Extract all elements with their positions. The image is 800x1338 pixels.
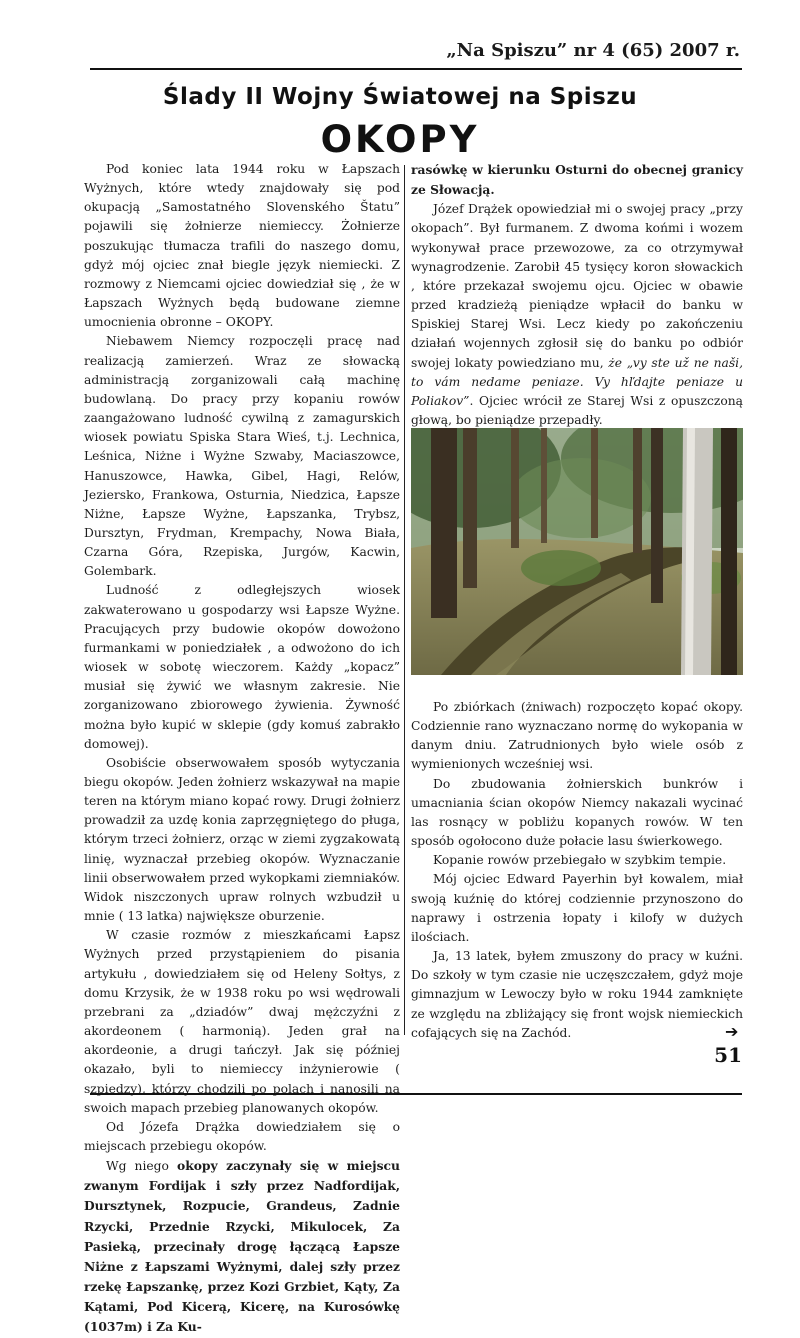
paragraph: Kopanie rowów przebiegało w szybkim tempie. <box>433 853 727 868</box>
continue-arrow-icon: ➔ <box>725 1022 739 1041</box>
paragraph: Do zbudowania żołnierskich bunkrów i umacniania ścian okopów Niemcy nakazali wycinać las rosnący w pobliżu kopanych rowów. W ten sposób ogołocono duże połacie lasu świerkowego. <box>411 776 743 849</box>
paragraph: Ja, 13 latek, byłem zmuszony do pracy w kuźni. Do szkoły w tym czasie nie uczęszczałem, gdyż moje gimnazjum w Lewoczy było w roku 1944 zamknięte ze względu na zbliżający się front wojsk niemieckich cofających się na Zachód. <box>411 949 743 1040</box>
paragraph: Od Józefa Drążka dowiedziałem się o miejscach przebiegu okopów. <box>84 1119 400 1153</box>
trench-route-bold: okopy zaczynały się w miejscu zwanym Fordijak i szły przez Nadfordijak, Dursztynek, Rozpucie, Grandeus, Zadnie Rzycki, Przednie Rzycki, Mikulocek, Za Pasieką, przecinały drogę łączącą Łapsze Niżne z Łapszami Wyżnymi, dalej szły przez rzekę Łapszankę, przez Kozi Grzbiet, Kąty, Za Kątami, Pod Kicerą, Kicerę, na Kurosówkę (1037m) i Za Ku- <box>84 1158 400 1335</box>
trench-route-bold-continued: rasówkę w kierunku Osturni do obecnej granicy ze Słowacją. <box>411 162 743 198</box>
paragraph <box>411 160 743 200</box>
right-column-top <box>411 160 743 430</box>
paragraph <box>84 1156 400 1337</box>
paragraph-tail: . Ojciec wrócił ze Starej Wsi z opuszczoną głową, bo pieniądze przepadły. <box>411 393 743 428</box>
slovak-quote: że „vy ste už ne naši, to vám nedame peniaze. Vy hľdajte peniaze u Poliakov” <box>411 355 743 408</box>
footer-rule <box>90 1093 742 1095</box>
page-number: 51 <box>714 1043 742 1067</box>
paragraph: Niebawem Niemcy rozpoczęli pracę nad realizacją zamierzeń. Wraz ze słowacką administracją zorganizowali całą machinę budowlaną. Do pracy przy kopaniu rowów zaangażowano ludność cywilną z zamagurskich wiosek powiatu Spiska Stara Wieś, t.j. Lechnica, Leśnica, Niżne i Wyżne Szwaby, Maciaszowce, Hanuszowce, Hawka, Gibel, Hagi, Relów, Jezierskо, Frankowa, Osturnia, Niedzica, Łapsze Niżne, Łapsze Wyżne, Łapszanka, Trybsz, Dursztyn, Frydman, Krempachy, Nowa Biała, Czarna Góra, Rzepiska, Jurgów, Kacwin, Golembark. <box>84 334 400 579</box>
paragraph <box>411 200 743 430</box>
left-column <box>84 160 400 1338</box>
paragraph: W czasie rozmów z mieszkańcami Łapsz Wyżnych przed przystąpieniem do pisania artykułu , dowiedziałem się od Heleny Sołtys, z domu Krzysik, że w 1938 roku po wsi wędrowali przebrani za „dziadów” dwaj mężczyźni z akordeonem ( harmonią). Jeden grał na akordeonie, a drugi tańczył. Jak się później okazało, byli to niemieccy inżynierowie ( szpiedzy), którzy chodzili po polach i nanosili na swoich mapach przebieg planowanych okopów. <box>84 928 400 1115</box>
column-divider <box>404 165 405 1035</box>
paragraph: Po zbiórkach (żniwach) rozpoczęto kopać okopy. Codziennie rano wyznaczano normę do wykopania w danym dniu. Zatrudnionych było wiele osób z wymienionych wcześniej wsi. <box>411 700 743 772</box>
paragraph: Ludność z odległejszych wiosek zakwaterowano u gospodarzy wsi Łapsze Wyżne. Pracujących przy budowie okopów dowożono furmankami w poniedziałek , a odwożono do ich wiosek w sobotę wieczorem. Każdy „kopacz” musiał się żywić we własnym zakresie. Nie zorganizowano zbiorowego żywienia. Żywność można było kupić w sklepie (gdy komuś zabrakło domowej). <box>84 583 400 751</box>
right-column-bottom <box>411 698 743 1043</box>
paragraph: Pod koniec lata 1944 roku w Łapszach Wyżnych, które wtedy znajdowały się pod okupacją „Samostatného Slovenského Štatu” pojawili się żołnierze niemieccy. Żołnierze poszukując tłumacza trafili do naszego domu, gdyż mój ojciec znał biegle język niemiecki. Z rozmowy z Niemcami ojciec dowiedział się , że w Łapszach Wyżnych będą budowane ziemne umocnienia obronne – OKOPY. <box>84 162 400 330</box>
paragraph: Osobiście obserwowałem sposób wytyczania biegu okopów. Jeden żołnierz wskazywał na mapie teren na którym miano kopać rowy. Drugi żołnierz prowadził za uzdę konia zaprzęgniętego do pługa, którym trzeci żołnierz, orząc w ziemi zygzakowatą linię, wyznaczał przebieg okopów. Wyznaczanie linii obserwowałem przed wykopkami ziemniaków. Widok niszczonych upraw rolnych wzbudził u mnie ( 13 latka) największe oburzenie. <box>84 755 400 924</box>
article-title: OKOPY <box>320 118 480 161</box>
paragraph-lead: Wg niego <box>106 1159 177 1174</box>
article-subtitle: Ślady II Wojny Światowej na Spiszu <box>162 84 638 110</box>
header-rule <box>90 68 742 70</box>
paragraph-text: Józef Drążek opowiedział mi o swojej pracy „przy okopach”. Był furmanem. Z dwoma końmi i wozem wykonywał prace przewozowe, za co otrzymywał wynagrodzenie. Zarobił 45 tysięcy koron słowackich , które przekazał swojemu ojcu. Ojciec w obawie przed kradzieżą pieniądze wpłacił do banku w Spiskiej Starej Wsi. Lecz kiedy po zakończeniu działań wojennych zgłosił się do banku po odbiór swojej lokaty powiedziano mu, <box>411 202 743 370</box>
forest-trench-photo <box>411 428 743 675</box>
running-header: „Na Spiszu” nr 4 (65) 2007 r. <box>446 40 740 61</box>
paragraph: Mój ojciec Edward Payerhin był kowalem, miał swoją kuźnię do której codziennie przynoszono do naprawy i ostrzenia łopaty i kilofy w dużych ilościach. <box>411 872 743 944</box>
